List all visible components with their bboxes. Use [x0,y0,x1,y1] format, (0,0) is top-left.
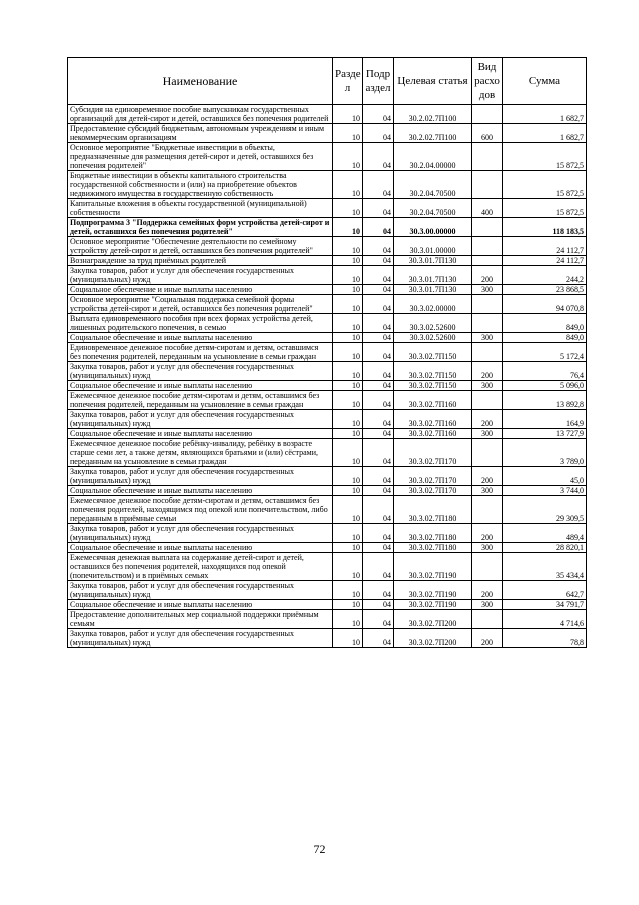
row-article: 30.3.02.00000 [394,295,472,314]
row-section: 10 [333,124,363,143]
row-article: 30.3.02.7П150 [394,343,472,362]
row-sum: 489,4 [503,524,587,543]
row-section: 10 [333,439,363,467]
row-sum: 23 868,5 [503,285,587,295]
row-subsection: 04 [363,629,394,648]
row-sum: 24 112,7 [503,237,587,256]
row-type [472,391,503,410]
table-row [68,629,587,648]
row-sum: 15 872,5 [503,143,587,171]
row-sum: 1 682,7 [503,105,587,124]
row-subsection: 04 [363,124,394,143]
row-subsection: 04 [363,143,394,171]
row-name: Основное мероприятие "Бюджетные инвестиции в объекты, предназначенные для размещения детей-сирот и детей, оставшихся без попечения родителей" [68,143,333,171]
table-row [68,333,587,343]
table-row [68,391,587,410]
row-article: 30.3.02.7П160 [394,429,472,439]
row-sum: 13 892,8 [503,391,587,410]
row-type [472,171,503,199]
row-subsection: 04 [363,553,394,581]
row-sum: 13 727,9 [503,429,587,439]
header-row [68,58,587,105]
row-type: 200 [472,362,503,381]
row-sum: 24 112,7 [503,256,587,266]
row-type [472,439,503,467]
table-row [68,429,587,439]
row-sum: 4 714,6 [503,610,587,629]
row-type [472,218,503,237]
row-name: Ежемесячное денежное пособие ребёнку-инвалиду, ребёнку в возрасте старше семи лет, а также детям, являющихся братьями и (или) сёстрами, переданным на усыновление в семьи граждан [68,439,333,467]
row-section: 10 [333,333,363,343]
row-article: 30.3.02.7П200 [394,629,472,648]
row-article: 30.3.01.7П130 [394,256,472,266]
row-subsection: 04 [363,581,394,600]
row-name: Социальное обеспечение и иные выплаты населению [68,486,333,496]
row-subsection: 04 [363,314,394,333]
table-row [68,314,587,333]
row-type [472,143,503,171]
row-article: 30.3.02.7П190 [394,600,472,610]
table-row [68,285,587,295]
row-type: 200 [472,266,503,285]
table-body [68,105,587,648]
row-article: 30.3.02.7П190 [394,553,472,581]
row-name: Бюджетные инвестиции в объекты капитального строительства государственной собственности и (или) на приобретение объектов недвижимого имущества в государственную собственность [68,171,333,199]
row-type [472,295,503,314]
row-section: 10 [333,218,363,237]
row-type [472,343,503,362]
row-sum: 5 172,4 [503,343,587,362]
row-type [472,553,503,581]
header-subsection: Подр аздел [363,58,394,105]
row-article: 30.3.01.00000 [394,237,472,256]
row-name: Субсидия на единовременное пособие выпускникам государственных организаций для детей-сирот и детей, оставшихся без попечения родителей [68,105,333,124]
row-sum: 35 434,4 [503,553,587,581]
row-subsection: 04 [363,285,394,295]
row-section: 10 [333,629,363,648]
table-row [68,610,587,629]
table-row [68,496,587,524]
table-row [68,410,587,429]
row-subsection: 04 [363,362,394,381]
row-sum: 118 183,5 [503,218,587,237]
row-type [472,237,503,256]
row-name: Закупка товаров, работ и услуг для обеспечения государственных (муниципальных) нужд [68,362,333,381]
row-article: 30.3.02.7П190 [394,581,472,600]
row-type: 200 [472,581,503,600]
row-section: 10 [333,105,363,124]
row-type: 200 [472,524,503,543]
row-sum: 3 744,0 [503,486,587,496]
row-article: 30.3.02.7П180 [394,543,472,553]
row-section: 10 [333,524,363,543]
row-section: 10 [333,343,363,362]
row-sum: 28 820,1 [503,543,587,553]
row-subsection: 04 [363,410,394,429]
row-section: 10 [333,285,363,295]
table-row [68,256,587,266]
row-subsection: 04 [363,496,394,524]
row-name: Закупка товаров, работ и услуг для обеспечения государственных (муниципальных) нужд [68,581,333,600]
table-row [68,543,587,553]
row-article: 30.3.02.7П150 [394,362,472,381]
row-article: 30.3.02.7П180 [394,496,472,524]
row-article: 30.3.02.7П170 [394,486,472,496]
row-subsection: 04 [363,439,394,467]
row-section: 10 [333,171,363,199]
row-section: 10 [333,256,363,266]
row-subsection: 04 [363,429,394,439]
row-section: 10 [333,410,363,429]
header-type: Вид расхо дов [472,58,503,105]
row-type [472,314,503,333]
row-section: 10 [333,486,363,496]
row-sum: 1 682,7 [503,124,587,143]
row-sum: 5 096,0 [503,381,587,391]
table-row [68,124,587,143]
row-article: 30.3.02.52600 [394,314,472,333]
row-section: 10 [333,199,363,218]
row-name: Основное мероприятие "Социальная поддержка семейной формы устройства детей-сирот и детей, оставшихся без попечения родителей" [68,295,333,314]
row-article: 30.3.02.7П160 [394,391,472,410]
row-sum: 244,2 [503,266,587,285]
row-section: 10 [333,143,363,171]
row-article: 30.2.02.7П100 [394,124,472,143]
table-header [68,58,587,105]
row-subsection: 04 [363,543,394,553]
table-row [68,295,587,314]
row-name: Закупка товаров, работ и услуг для обеспечения государственных (муниципальных) нужд [68,524,333,543]
row-sum: 164,9 [503,410,587,429]
row-name: Социальное обеспечение и иные выплаты населению [68,381,333,391]
table-row [68,218,587,237]
table-row [68,237,587,256]
table-row [68,266,587,285]
row-name: Закупка товаров, работ и услуг для обеспечения государственных (муниципальных) нужд [68,629,333,648]
row-name: Социальное обеспечение и иные выплаты населению [68,543,333,553]
row-section: 10 [333,467,363,486]
row-article: 30.3.02.7П150 [394,381,472,391]
row-sum: 642,7 [503,581,587,600]
row-subsection: 04 [363,524,394,543]
row-name: Закупка товаров, работ и услуг для обеспечения государственных (муниципальных) нужд [68,467,333,486]
row-subsection: 04 [363,256,394,266]
row-name: Ежемесячная денежная выплата на содержание детей-сирот и детей, оставшихся без попечения родителей, находящихся под опекой (попечительством) и в приёмных семьях [68,553,333,581]
row-sum: 29 309,5 [503,496,587,524]
row-section: 10 [333,314,363,333]
row-section: 10 [333,237,363,256]
row-subsection: 04 [363,600,394,610]
row-type [472,256,503,266]
row-article: 30.3.02.7П170 [394,439,472,467]
row-sum: 3 789,0 [503,439,587,467]
row-name: Подпрограмма 3 "Поддержка семейных форм устройства детей-сирот и детей, оставшихся без попечения родителей" [68,218,333,237]
row-sum: 94 070,8 [503,295,587,314]
table-row [68,524,587,543]
row-sum: 15 872,5 [503,199,587,218]
row-type: 300 [472,333,503,343]
row-section: 10 [333,543,363,553]
row-name: Закупка товаров, работ и услуг для обеспечения государственных (муниципальных) нужд [68,266,333,285]
row-article: 30.3.00.00000 [394,218,472,237]
row-subsection: 04 [363,237,394,256]
header-section: Разде л [333,58,363,105]
table-row [68,486,587,496]
row-section: 10 [333,295,363,314]
row-sum: 849,0 [503,314,587,333]
table-row [68,343,587,362]
row-name: Закупка товаров, работ и услуг для обеспечения государственных (муниципальных) нужд [68,410,333,429]
row-subsection: 04 [363,381,394,391]
row-type: 300 [472,486,503,496]
table-row [68,362,587,381]
row-name: Предоставление дополнительных мер социальной поддержки приёмным семьям [68,610,333,629]
row-subsection: 04 [363,610,394,629]
row-name: Предоставление субсидий бюджетным, автономным учреждениям и иным некоммерческим организациям [68,124,333,143]
row-article: 30.2.04.70500 [394,199,472,218]
row-type [472,496,503,524]
row-article: 30.3.01.7П130 [394,266,472,285]
row-sum: 78,8 [503,629,587,648]
row-article: 30.3.02.7П160 [394,410,472,429]
page-number: 72 [313,842,326,856]
row-subsection: 04 [363,266,394,285]
row-type: 200 [472,467,503,486]
row-article: 30.3.02.7П180 [394,524,472,543]
row-article: 30.3.02.52600 [394,333,472,343]
header-article: Целевая статья [394,58,472,105]
row-section: 10 [333,610,363,629]
row-article: 30.2.04.70500 [394,171,472,199]
row-subsection: 04 [363,343,394,362]
row-sum: 45,0 [503,467,587,486]
row-sum: 34 791,7 [503,600,587,610]
row-name: Социальное обеспечение и иные выплаты населению [68,600,333,610]
row-sum: 76,4 [503,362,587,381]
row-subsection: 04 [363,105,394,124]
header-name: Наименование [68,58,333,105]
row-subsection: 04 [363,171,394,199]
row-type: 300 [472,381,503,391]
row-name: Вознаграждение за труд приёмных родителей [68,256,333,266]
row-type: 200 [472,629,503,648]
row-type: 300 [472,600,503,610]
row-type: 400 [472,199,503,218]
table-row [68,600,587,610]
row-subsection: 04 [363,295,394,314]
row-subsection: 04 [363,391,394,410]
row-section: 10 [333,381,363,391]
row-section: 10 [333,496,363,524]
row-section: 10 [333,362,363,381]
table-row [68,143,587,171]
row-type [472,610,503,629]
table-row [68,581,587,600]
row-name: Социальное обеспечение и иные выплаты населению [68,285,333,295]
row-subsection: 04 [363,467,394,486]
row-type: 300 [472,429,503,439]
row-article: 30.3.02.7П170 [394,467,472,486]
row-section: 10 [333,581,363,600]
row-section: 10 [333,429,363,439]
row-type: 200 [472,410,503,429]
row-subsection: 04 [363,486,394,496]
row-section: 10 [333,553,363,581]
table-row [68,553,587,581]
table-row [68,467,587,486]
row-sum: 15 872,5 [503,171,587,199]
row-name: Основное мероприятие "Обеспечение деятельности по семейному устройству детей-сирот и детей, оставшихся без попечения родителей" [68,237,333,256]
row-section: 10 [333,391,363,410]
row-name: Ежемесячное денежное пособие детям-сиротам и детям, оставшимся без попечения родителей, переданным на усыновление в семьи граждан [68,391,333,410]
row-section: 10 [333,266,363,285]
row-type [472,105,503,124]
row-article: 30.3.01.7П130 [394,285,472,295]
row-article: 30.2.04.00000 [394,143,472,171]
row-subsection: 04 [363,218,394,237]
table-row [68,439,587,467]
row-name: Единовременное денежное пособие детям-сиротам и детям, оставшимся без попечения родителей, переданным на усыновление в семьи граждан [68,343,333,362]
row-article: 30.3.02.7П200 [394,610,472,629]
row-name: Выплата единовременного пособия при всех формах устройства детей, лишенных родительского попечения, в семью [68,314,333,333]
row-name: Социальное обеспечение и иные выплаты населению [68,429,333,439]
row-article: 30.2.02.7П100 [394,105,472,124]
row-subsection: 04 [363,199,394,218]
table-row [68,199,587,218]
row-type: 300 [472,285,503,295]
row-section: 10 [333,600,363,610]
row-sum: 849,0 [503,333,587,343]
row-type: 600 [472,124,503,143]
header-sum: Сумма [503,58,587,105]
table-row [68,171,587,199]
row-name: Ежемесячное денежное пособие детям-сиротам и детям, оставшимся без попечения родителей, находящимся под опекой или попечительством, либо переданным в приёмные семьи [68,496,333,524]
row-name: Социальное обеспечение и иные выплаты населению [68,333,333,343]
row-name: Капитальные вложения в объекты государственной (муниципальной) собственности [68,199,333,218]
row-type: 300 [472,543,503,553]
row-subsection: 04 [363,333,394,343]
table-row [68,105,587,124]
budget-table [67,57,587,648]
table-row [68,381,587,391]
